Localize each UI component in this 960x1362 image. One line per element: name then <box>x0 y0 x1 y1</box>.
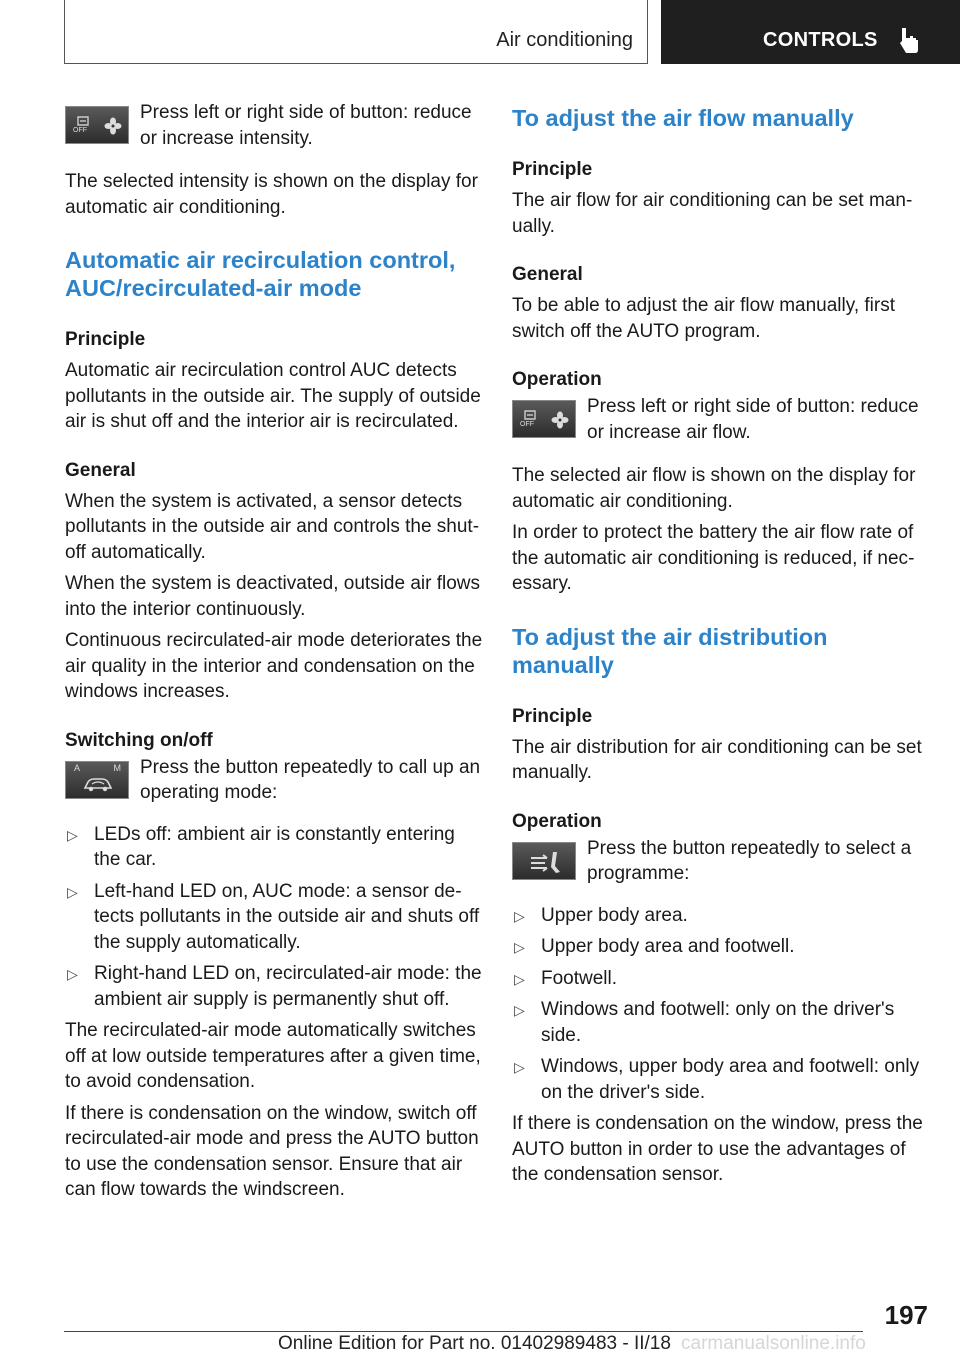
airflow-heading: To adjust the air flow manually <box>512 105 854 131</box>
auc-general-p2: When the system is deactivated, outside air flows into the interior continuously. <box>65 573 481 620</box>
air-distribution-button-icon <box>512 842 576 880</box>
distribution-operation-text: Press the button repeatedly to select a programme: <box>587 837 912 884</box>
intensity-instruction <box>65 100 485 151</box>
airflow-principle-text: The air flow for air conditioning can be set manually. <box>512 190 913 237</box>
airflow-display-text: The selected air flow is shown on the display for automatic air conditioning. <box>512 465 916 512</box>
airflow-operation-heading: Operation <box>512 369 602 390</box>
distribution-principle-text: The air distribution for air conditioning can be set manually. <box>512 736 922 783</box>
fan-off-label: OFF <box>520 421 534 428</box>
distribution-operation-instruction <box>512 836 932 887</box>
switching-text: Press the button repeatedly to call up an operating mode: <box>140 756 481 803</box>
left-column <box>65 100 485 1203</box>
airflow-general-text: To be able to adjust the air flow manually, first switch off the AUTO program. <box>512 295 896 342</box>
auc-heading: Automatic air recirculation control, AUC/recirculated-air mode <box>65 247 456 301</box>
switching-heading: Switching on/off <box>65 729 213 751</box>
footer-edition: Online Edition for Part no. 01402989483 - II/18 <box>278 1333 671 1354</box>
bullet-triangle-icon: ▷ <box>514 1059 525 1075</box>
footer-watermark: carmanualsonline.info <box>681 1333 866 1354</box>
header-chapter-label: CONTROLS <box>763 29 878 51</box>
list-item: ▷ Footwell. <box>512 966 932 992</box>
bullet-triangle-icon: ▷ <box>514 1002 525 1018</box>
distribution-operation-heading: Operation <box>512 810 602 832</box>
auc-a-label: A <box>74 762 81 773</box>
intensity-display-text: The selected intensity is shown on the display for automatic air conditioning. <box>65 171 478 218</box>
seat-airflow-icon <box>527 849 563 875</box>
switching-instruction <box>65 755 485 806</box>
auc-principle-heading: Principle <box>65 329 146 350</box>
recirc-auto-off-text: The recirculated-air mode automatically switches off at low outside temperatures after a given time, to avoid condensation. <box>65 1020 481 1092</box>
recirc-condensation-text: If there is condensation on the window, switch off recirculated-air mode and press the AUTO button to use the condensation sensor. Ensure that air can flow towards the windscreen. <box>65 1102 479 1200</box>
airflow-button-icon <box>512 400 576 438</box>
auc-general-p3: Continuous recirculated-air mode deteriorates the air quality in the interior and condensation on the windows increases. <box>65 630 483 702</box>
bullet-triangle-icon: ▷ <box>67 883 78 900</box>
bullet-triangle-icon: ▷ <box>514 970 525 987</box>
list-item: ▷ LEDs off: ambient air is constantly entering the car. <box>67 823 455 870</box>
airflow-principle-heading: Principle <box>512 159 593 180</box>
programme-list <box>512 903 932 1106</box>
footer-divider <box>64 1331 863 1332</box>
intensity-text: Press left or right side of button: reduce or increase intensity. <box>140 102 472 149</box>
airflow-general-heading: General <box>512 264 583 285</box>
airflow-operation-instruction <box>512 394 932 445</box>
list-item: ▷ Windows and footwell: only on the driver's side. <box>514 999 895 1046</box>
mode-list <box>65 822 485 1013</box>
list-item: ▷ Upper body area. <box>512 903 932 929</box>
fan-blade-icon <box>104 117 122 135</box>
bullet-triangle-icon: ▷ <box>514 939 525 955</box>
bullet-triangle-icon: ▷ <box>67 826 78 843</box>
page-number: 197 <box>884 1300 928 1330</box>
fan-icon <box>523 409 537 421</box>
bullet-triangle-icon: ▷ <box>67 966 78 982</box>
battery-text: In order to protect the battery the air flow rate of the automatic air conditioning is reduced, if necessary. <box>512 522 915 594</box>
car-recirculation-icon <box>82 774 114 794</box>
header-section-box <box>64 0 648 64</box>
fan-intensity-button-icon <box>65 106 129 144</box>
fan-icon <box>76 115 90 127</box>
auc-button-icon <box>65 761 129 799</box>
condensation-text: If there is condensation on the window, press the AUTO button in order to use the advantages of the condensation sensor. <box>512 1113 923 1185</box>
hand-pointer-icon <box>897 26 921 54</box>
right-column <box>512 100 932 1188</box>
airflow-operation-text: Press left or right side of button: reduce or increase air flow. <box>587 396 919 443</box>
distribution-principle-heading: Principle <box>512 705 593 727</box>
bullet-triangle-icon: ▷ <box>514 907 525 924</box>
auc-m-label: M <box>113 762 121 773</box>
distribution-heading: To adjust the air distribution manually <box>512 623 828 678</box>
auc-principle-text: Automatic air recirculation control AUC detects pollutants in the outside air. The supply of outside air is shut off and the interior air is recirculated. <box>65 360 481 432</box>
header-section-title: Air conditioning <box>496 29 633 51</box>
fan-blade-icon <box>551 411 569 429</box>
header-chapter-tab[interactable] <box>661 0 960 64</box>
list-item: ▷ Upper body area and footwell. <box>512 934 932 960</box>
auc-general-p1: When the system is activated, a sensor detects pollutants in the outside air and controls the shut-off automatically. <box>65 490 480 563</box>
list-item: ▷ Right-hand LED on, recirculated-air mode: the ambient air supply is permanently shut off. <box>67 963 482 1010</box>
auc-general-heading: General <box>65 459 136 481</box>
list-item: ▷ Left-hand LED on, AUC mode: a sensor detects pollutants in the outside air and shuts off the supply automatically. <box>67 880 480 953</box>
list-item: ▷ Windows, upper body area and footwell: only on the driver's side. <box>514 1056 920 1103</box>
fan-off-label: OFF <box>73 127 87 134</box>
